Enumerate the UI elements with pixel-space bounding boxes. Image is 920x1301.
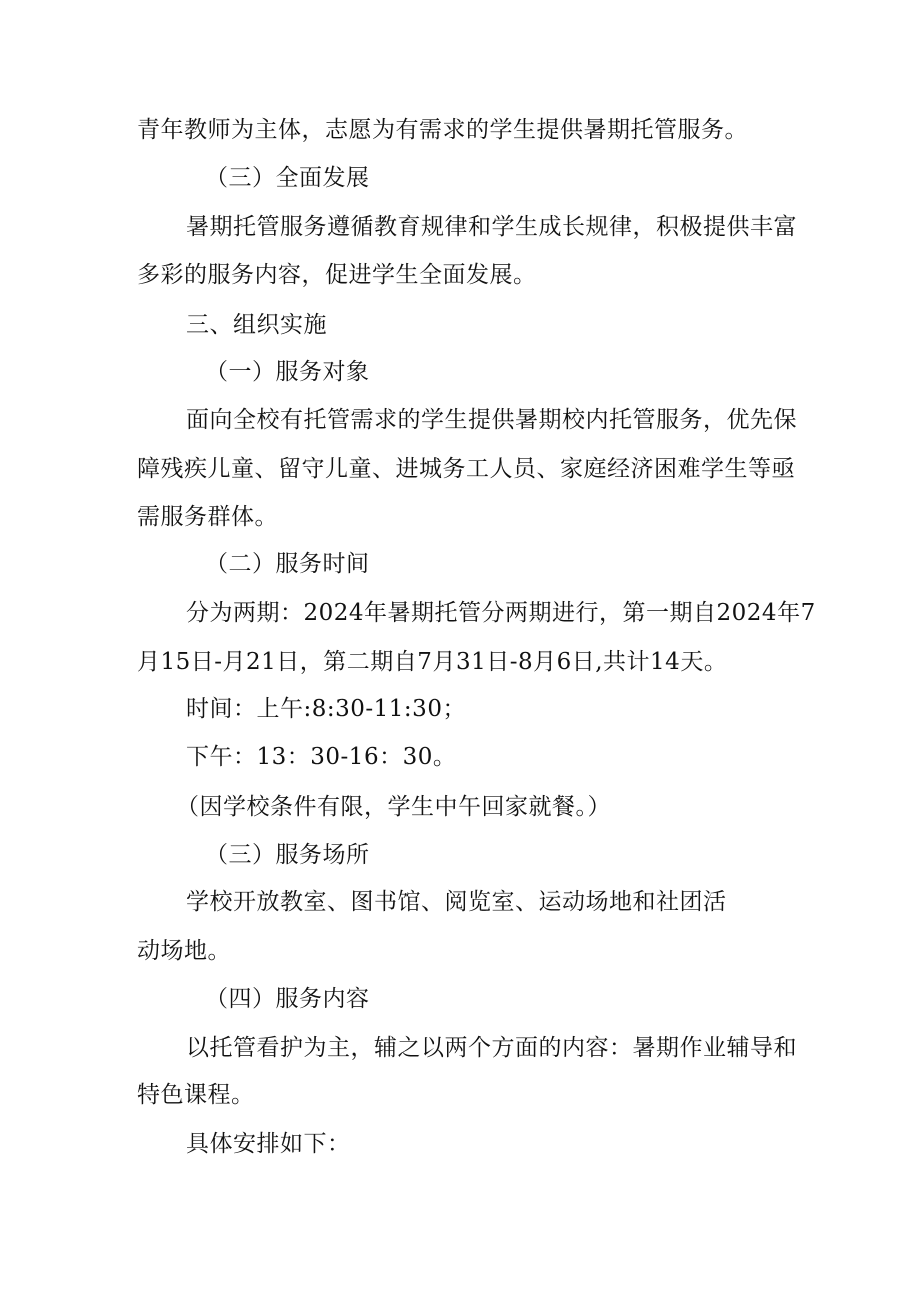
time-morning: 时间：上午:8:30-11:30； — [186, 696, 466, 722]
paragraph-line: 具体安排如下： — [186, 1131, 351, 1157]
section-heading: （二）服务时间 — [205, 551, 370, 577]
paragraph-line: 动场地。 — [137, 938, 231, 964]
paragraph-line: 暑期托管服务遵循教育规律和学生成长规律，积极提供丰富 — [186, 214, 797, 240]
paragraph-line: 面向全校有托管需求的学生提供暑期校内托管服务，优先保 — [186, 407, 797, 433]
paragraph-line: 月15日-月21日，第二期自7月31日-8月6日,共计14天。 — [137, 649, 728, 675]
chapter-heading: 三、组织实施 — [186, 312, 327, 338]
paragraph-line: 青年教师为主体，志愿为有需求的学生提供暑期托管服务。 — [137, 117, 748, 143]
paragraph-line: 障残疾儿童、留守儿童、进城务工人员、家庭经济困难学生等亟 — [137, 456, 795, 482]
section-heading: （一）服务对象 — [205, 359, 370, 385]
time-afternoon: 下午：13：30-16：30。 — [186, 744, 457, 770]
paragraph-line: 特色课程。 — [137, 1082, 255, 1108]
paragraph-line: 需服务群体。 — [137, 504, 278, 530]
paragraph-line: 学校开放教室、图书馆、阅览室、运动场地和社团活 — [186, 889, 727, 915]
paragraph-line: 多彩的服务内容，促进学生全面发展。 — [137, 262, 537, 288]
note-line: （因学校条件有限，学生中午回家就餐。） — [176, 794, 611, 820]
section-heading: （三）全面发展 — [205, 165, 370, 191]
section-heading: （四）服务内容 — [205, 986, 370, 1012]
paragraph-line: 分为两期：2024年暑期托管分两期进行，第一期自2024年7 — [186, 600, 816, 626]
section-heading: （三）服务场所 — [205, 842, 370, 868]
paragraph-line: 以托管看护为主，辅之以两个方面的内容：暑期作业辅导和 — [186, 1035, 797, 1061]
